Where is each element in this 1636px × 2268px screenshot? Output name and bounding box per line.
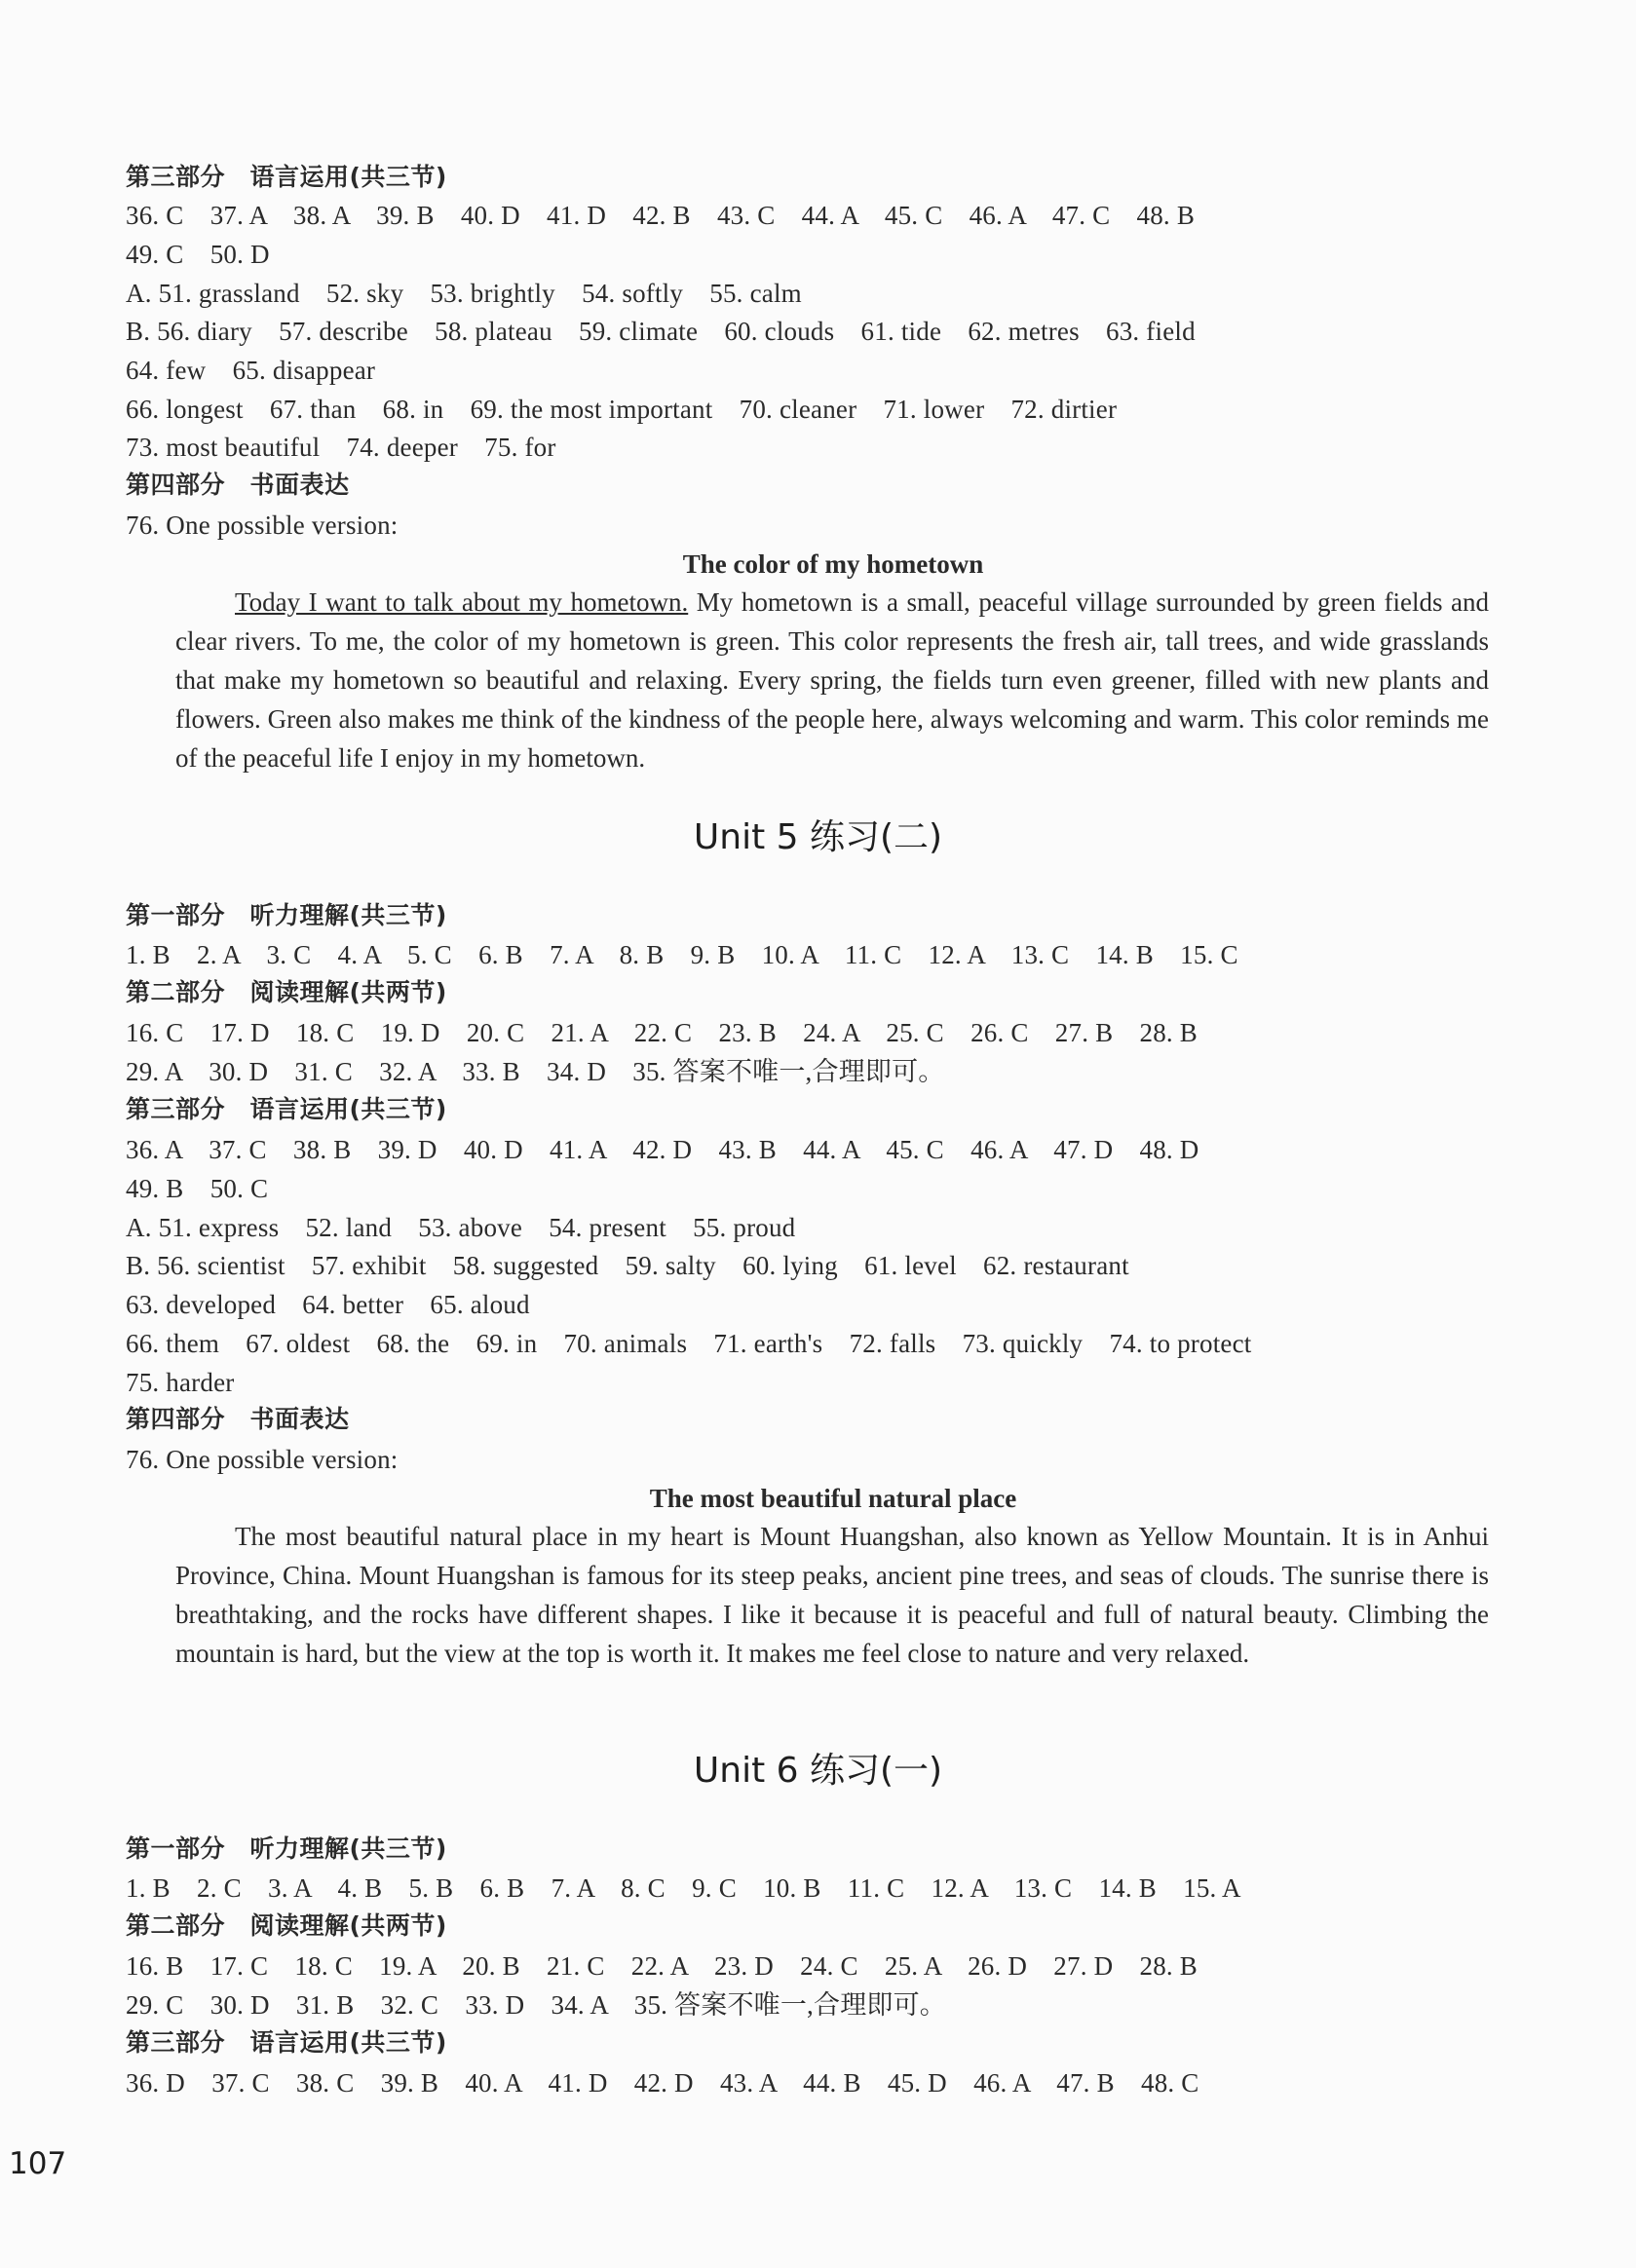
section-heading: 第四部分 书面表达 (126, 1405, 350, 1433)
section-heading: 第二部分 阅读理解(共两节) (126, 978, 447, 1006)
answer-line: 29. C 30. D 31. B 32. C 33. D 34. A 35. 答案不唯一,合理即可。 (126, 1990, 946, 2020)
answer-line: 1. B 2. A 3. C 4. A 5. C 6. B 7. A 8. B 9. B 10. A 11. C 12. A 13. C 14. B 15. C (126, 940, 1238, 969)
section-heading: 第一部分 听力理解(共三节) (126, 901, 447, 929)
answer-line: 63. developed 64. better 65. aloud (126, 1290, 530, 1319)
answer-line: A. 51. grassland 52. sky 53. brightly 54. softly 55. calm (126, 279, 802, 308)
unit-title: Unit 5 练习(二) (693, 817, 943, 857)
answer-line: 1. B 2. C 3. A 4. B 5. B 6. B 7. A 8. C 9. C 10. B 11. C 12. A 13. C 14. B 15. A (126, 1873, 1241, 1903)
answer-line: 16. B 17. C 18. C 19. A 20. B 21. C 22. A 23. D 24. C 25. A 26. D 27. D 28. B (126, 1951, 1198, 1981)
answer-line: 29. A 30. D 31. C 32. A 33. B 34. D 35. 答案不唯一,合理即可。 (126, 1057, 945, 1086)
answer-line: A. 51. express 52. land 53. above 54. present 55. proud (126, 1213, 796, 1242)
answer-line: 66. longest 67. than 68. in 69. the most important 70. cleaner 71. lower 72. dirtier (126, 395, 1118, 424)
answer-line: 49. C 50. D (126, 240, 270, 269)
answer-line: 66. them 67. oldest 68. the 69. in 70. animals 71. earth's 72. falls 73. quickly 74. to protect (126, 1329, 1252, 1358)
section-heading: 第三部分 语言运用(共三节) (126, 163, 447, 191)
section-heading: 第四部分 书面表达 (126, 471, 350, 499)
essay-title: The color of my hometown (682, 549, 984, 579)
section-heading: 第二部分 阅读理解(共两节) (126, 1911, 447, 1940)
answer-line: 76. One possible version: (126, 1445, 399, 1474)
essay-paragraph (175, 583, 1489, 777)
section-heading: 第三部分 语言运用(共三节) (126, 1095, 447, 1123)
answer-line: 16. C 17. D 18. C 19. D 20. C 21. A 22. C 23. B 24. A 25. C 26. C 27. B 28. B (126, 1018, 1198, 1047)
section-heading: 第三部分 语言运用(共三节) (126, 2028, 447, 2057)
answer-line: B. 56. scientist 57. exhibit 58. suggested 59. salty 60. lying 61. level 62. restaurant (126, 1251, 1129, 1280)
answer-line: 76. One possible version: (126, 510, 399, 540)
essay-text: My hometown is a small, peaceful village surrounded by green fields and clear rivers. To me, the color of my hometown is green. This color represents the fresh air, tall trees, and wide grasslands that make my hometown so beautiful and relaxing. Every spring, the fields turn even greener, filled with new plants and flowers. Green also makes me think of the kindness of the people here, always welcoming and warm. This color reminds me of the peaceful life I enjoy in my hometown. (175, 587, 1489, 773)
essay-paragraph: The most beautiful natural place in my heart is Mount Huangshan, also known as Yellow Mountain. It is in Anhui Province, China. Mount Huangshan is famous for its steep peaks, ancient pine trees, and seas of clouds. The sunrise there is breathtaking, and the rocks have different shapes. I like it because it is peaceful and full of natural beauty. Climbing the mountain is hard, but the view at the top is worth it. It makes me feel close to nature and very relaxed. (175, 1522, 1489, 1668)
answer-line: 75. harder (126, 1368, 235, 1397)
unit-title: Unit 6 练习(一) (693, 1751, 943, 1791)
answer-line: 36. A 37. C 38. B 39. D 40. D 41. A 42. D 43. B 44. A 45. C 46. A 47. D 48. D (126, 1135, 1199, 1164)
answer-line: 36. D 37. C 38. C 39. B 40. A 41. D 42. D 43. A 44. B 45. D 46. A 47. B 48. C (126, 2068, 1199, 2098)
essay-title: The most beautiful natural place (649, 1484, 1017, 1513)
answer-line: 73. most beautiful 74. deeper 75. for (126, 433, 556, 462)
section-heading: 第一部分 听力理解(共三节) (126, 1834, 447, 1863)
answer-line: B. 56. diary 57. describe 58. plateau 59. climate 60. clouds 61. tide 62. metres 63. field (126, 317, 1196, 346)
answer-line: 36. C 37. A 38. A 39. B 40. D 41. D 42. B 43. C 44. A 45. C 46. A 47. C 48. B (126, 201, 1196, 230)
answer-line: 64. few 65. disappear (126, 356, 376, 385)
answer-line: 49. B 50. C (126, 1174, 269, 1203)
page-number: 107 (9, 2146, 67, 2181)
essay-underlined-sentence: Today I want to talk about my hometown. (235, 587, 689, 617)
